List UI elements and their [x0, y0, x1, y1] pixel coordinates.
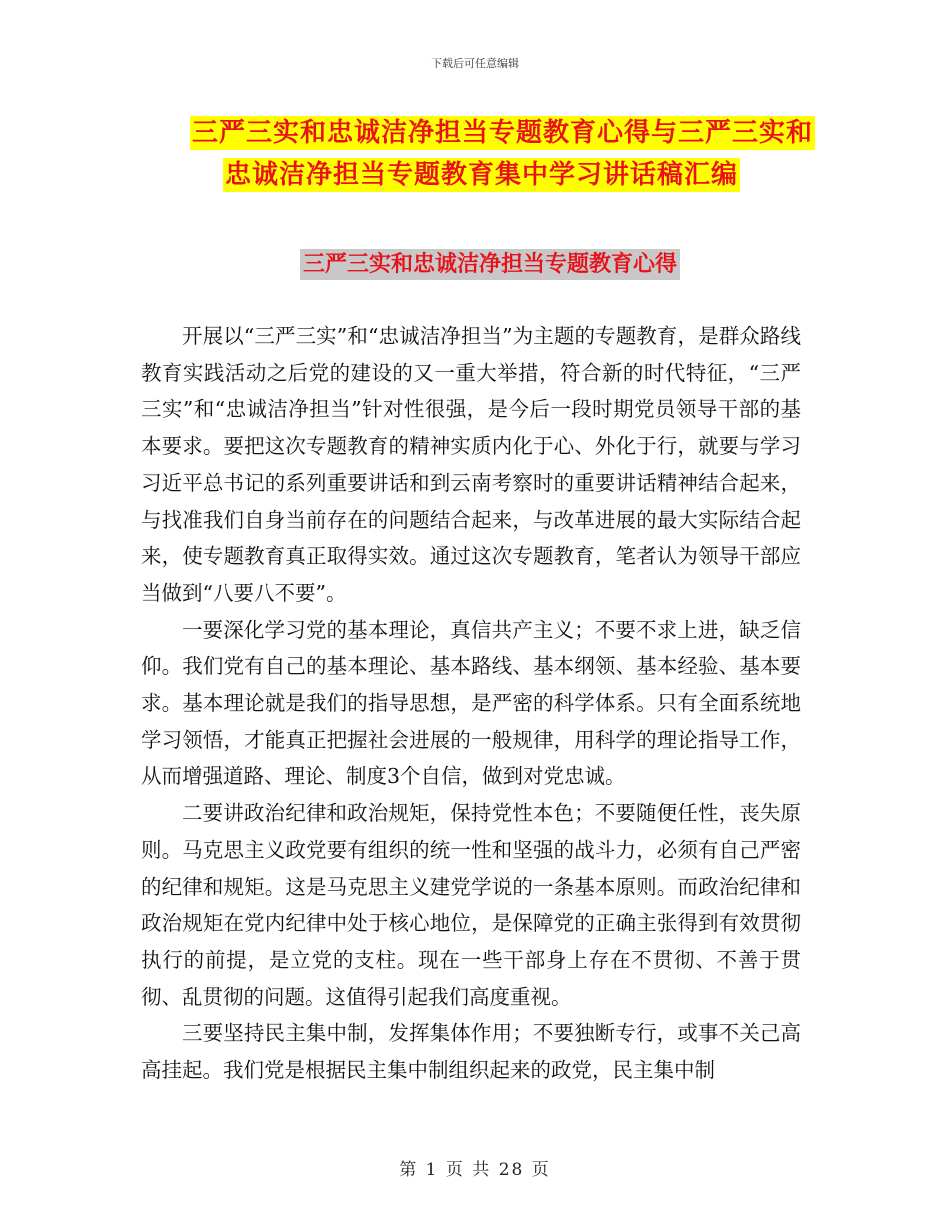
page-number: 第 1 页 共 28 页 [399, 1160, 551, 1180]
title-line-1 [190, 112, 815, 154]
page-header-note: 下载后可任意编辑 [431, 57, 519, 70]
paragraph: 三要坚持民主集中制，发挥集体作用；不要独断专行，或事不关己高高挂起。我们党是根据民主集中制组织起来的政党，民主集中制 [141, 1021, 801, 1083]
title-line-2 [223, 154, 815, 196]
paragraph: 开展以“三严三实”和“忠诚洁净担当”为主题的专题教育，是群众路线教育实践活动之后党的建设的又一重大举措，符合新的时代特征，“三严三实”和“忠诚洁净担当”针对性很强，是今后一段时期党员领导干部的基本要求。要把这次专题教育的精神实质内化于心、外化于行，就要与学习习近平总书记的系列重要讲话和到云南考察时的重要讲话精神结合起来，与找准我们自身当前存在的问题结合起来，与改革进展的最大实际结合起来，使专题教育真正取得实效。通过这次专题教育，笔者认为领导干部应当做到“八要八不要”。 [141, 324, 801, 605]
section-title-text: 三严三实和忠诚洁净担当专题教育心得 [300, 249, 680, 280]
paragraph: 一要深化学习党的基本理论，真信共产主义；不要不求上进，缺乏信仰。我们党有自己的基本理论、基本路线、基本纲领、基本经验、基本要求。基本理论就是我们的指导思想，是严密的科学体系。只有全面系统地学习领悟，才能真正把握社会进展的一般规律，用科学的理论指导工作，从而增强道路、理论、制度3个自信，做到对党忠诚。 [141, 617, 801, 789]
body-text [141, 318, 801, 1089]
document-title [190, 112, 815, 196]
title-line-2-text: 忠诚洁净担当专题教育集中学习讲话稿汇编 [225, 160, 739, 190]
paragraph: 二要讲政治纪律和政治规矩，保持党性本色；不要随便任性，丧失原则。马克思主义政党要有组织的统一性和坚强的战斗力，必须有自己严密的纪律和规矩。这是马克思主义建党学说的一条基本原则。而政治纪律和政治规矩在党内纪律中处于核心地位，是保障党的正确主张得到有效贯彻执行的前提，是立党的支柱。现在一些干部身上存在不贯彻、不善于贯彻、乱贯彻的问题。这值得引起我们高度重视。 [141, 801, 801, 1009]
section-title [300, 247, 680, 278]
title-line-1-text: 三严三实和忠诚洁净担当专题教育心得与三严三实和 [192, 118, 814, 148]
